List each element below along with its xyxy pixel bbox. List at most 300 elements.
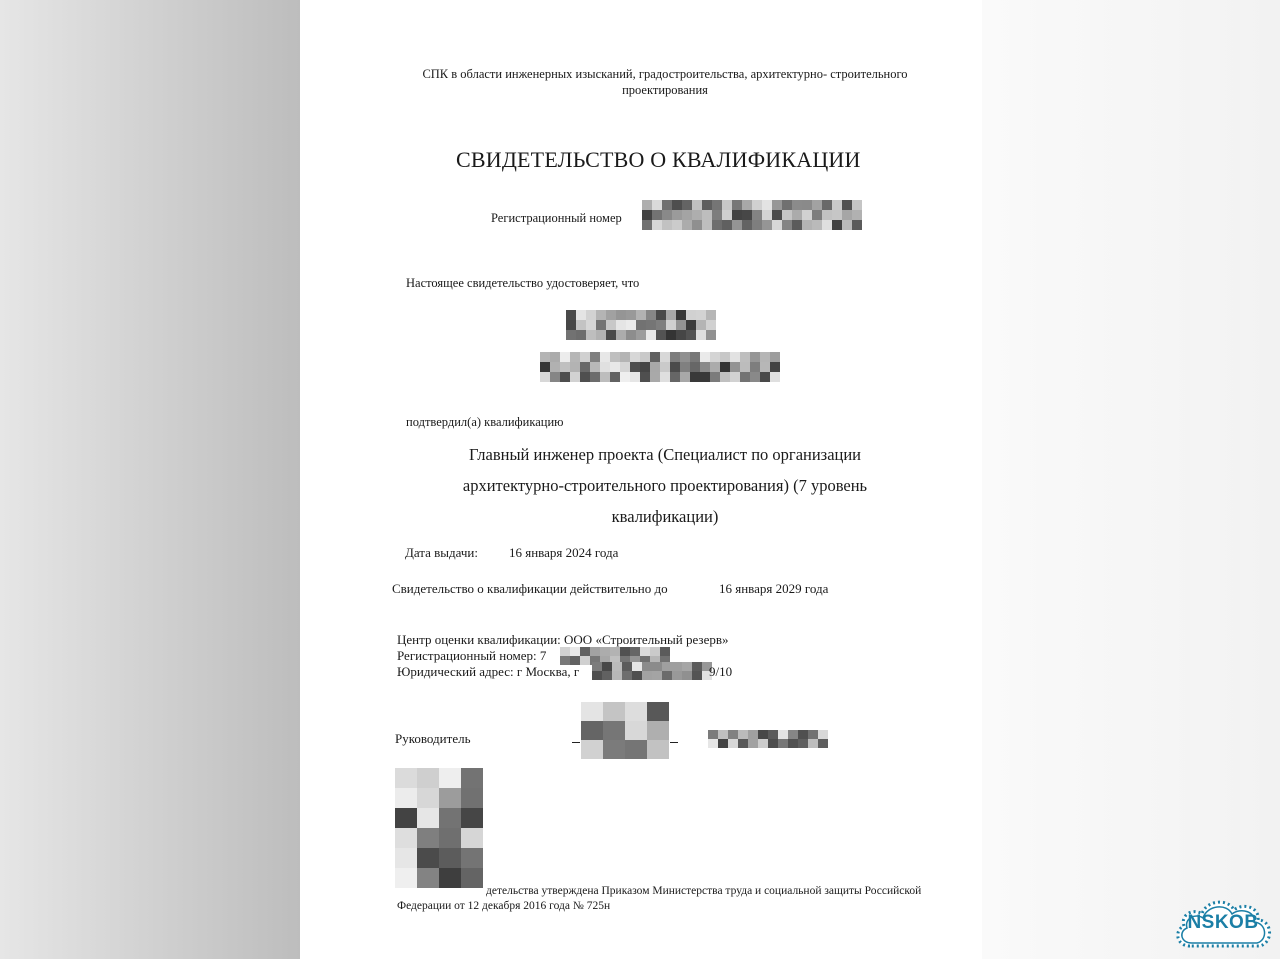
redaction-pixel (718, 739, 728, 748)
redaction-pixel (417, 848, 439, 868)
redaction-pixel (610, 362, 620, 372)
redaction-pixel (758, 730, 768, 739)
redaction-pixel (646, 310, 656, 320)
redaction-pixel (580, 372, 590, 382)
redaction-pixel (730, 352, 740, 362)
head-label: Руководитель (395, 731, 471, 746)
redaction-pixel (660, 352, 670, 362)
redaction-pixel (647, 721, 669, 740)
redaction-pixel (616, 330, 626, 340)
nskob-watermark (1168, 890, 1278, 956)
doc-header: СПК в области инженерных изысканий, градостроительства, архитектурно- строительного проектирования (422, 67, 908, 97)
redaction-pixel (660, 372, 670, 382)
redaction-pixel (662, 662, 672, 671)
redaction-pixel (566, 310, 576, 320)
redaction-pixel (650, 362, 660, 372)
redaction-pixel (636, 320, 646, 330)
redaction-pixel (782, 220, 792, 230)
redaction-pixel (750, 352, 760, 362)
redaction-pixel (640, 647, 650, 656)
redaction-pixel (768, 730, 778, 739)
redaction-pixel (662, 671, 672, 680)
footer-line-2: Федерации от 12 декабря 2016 года № 725н (397, 900, 611, 912)
redaction-pixel (728, 739, 738, 748)
redaction-pixel (625, 740, 647, 759)
redaction-pixel (622, 671, 632, 680)
redaction-pixel (802, 220, 812, 230)
redaction-pixel (712, 220, 722, 230)
redaction-pixel (630, 362, 640, 372)
redaction-pixel (590, 362, 600, 372)
right-background-band (982, 0, 1280, 959)
redaction-pixel (602, 662, 612, 671)
redacted-name-line-1 (566, 310, 716, 340)
redaction-pixel (439, 808, 461, 828)
redaction-pixel (642, 210, 652, 220)
redaction-pixel (852, 220, 862, 230)
footer-line-1: детельства утверждена Приказом Министерства труда и социальной защиты Российской (486, 885, 922, 897)
redaction-pixel (395, 808, 417, 828)
redaction-pixel (417, 868, 439, 888)
redaction-pixel (670, 372, 680, 382)
redaction-pixel (652, 200, 662, 210)
redaction-pixel (640, 352, 650, 362)
redaction-pixel (742, 200, 752, 210)
redaction-pixel (566, 330, 576, 340)
redaction-pixel (778, 739, 788, 748)
redaction-pixel (395, 868, 417, 888)
redaction-pixel (852, 210, 862, 220)
redaction-pixel (788, 739, 798, 748)
redaction-pixel (740, 352, 750, 362)
redaction-pixel (690, 352, 700, 362)
reg-number-label: Регистрационный номер (491, 211, 622, 225)
redaction-pixel (676, 310, 686, 320)
redaction-pixel (760, 352, 770, 362)
redaction-pixel (686, 310, 696, 320)
redaction-pixel (676, 320, 686, 330)
redaction-pixel (540, 352, 550, 362)
left-background-band (0, 0, 300, 959)
redaction-pixel (461, 808, 483, 828)
redaction-pixel (626, 320, 636, 330)
redaction-pixel (738, 730, 748, 739)
center-name: Центр оценки квалификации: ООО «Строительный резерв» (397, 632, 729, 647)
redaction-pixel (808, 730, 818, 739)
redaction-pixel (570, 372, 580, 382)
redaction-pixel (748, 739, 758, 748)
redaction-pixel (600, 352, 610, 362)
redaction-pixel (686, 320, 696, 330)
qualification-text: Главный инженер проекта (Специалист по организации архитектурно-строительного проектирования) (7 уровень квалификации) (462, 445, 868, 526)
redaction-pixel (461, 868, 483, 888)
redaction-pixel (682, 210, 692, 220)
redaction-pixel (570, 362, 580, 372)
redaction-pixel (581, 721, 603, 740)
redaction-pixel (702, 220, 712, 230)
redaction-pixel (670, 362, 680, 372)
redaction-pixel (636, 310, 646, 320)
redaction-pixel (417, 828, 439, 848)
redaction-pixel (417, 808, 439, 828)
redaction-pixel (782, 200, 792, 210)
redaction-pixel (581, 740, 603, 759)
redaction-pixel (742, 210, 752, 220)
redaction-pixel (738, 739, 748, 748)
redaction-pixel (680, 362, 690, 372)
redaction-pixel (696, 320, 706, 330)
redaction-pixel (706, 330, 716, 340)
redaction-pixel (728, 730, 738, 739)
redaction-pixel (702, 200, 712, 210)
redaction-pixel (770, 372, 780, 382)
redaction-pixel (750, 372, 760, 382)
redaction-pixel (690, 372, 700, 382)
redaction-pixel (760, 362, 770, 372)
redaction-pixel (782, 210, 792, 220)
certifies-text: Настоящее свидетельство удостоверяет, что (406, 276, 640, 290)
redaction-pixel (395, 788, 417, 808)
redaction-pixel (700, 352, 710, 362)
redaction-pixel (647, 702, 669, 721)
redaction-pixel (808, 739, 818, 748)
redaction-pixel (832, 200, 842, 210)
redaction-pixel (630, 647, 640, 656)
redaction-pixel (656, 310, 666, 320)
redaction-pixel (660, 362, 670, 372)
redaction-pixel (750, 362, 760, 372)
redaction-pixel (752, 210, 762, 220)
redaction-pixel (630, 372, 640, 382)
redaction-pixel (580, 352, 590, 362)
redaction-pixel (610, 352, 620, 362)
redaction-pixel (625, 702, 647, 721)
redaction-pixel (395, 848, 417, 868)
redaction-pixel (672, 662, 682, 671)
redaction-pixel (626, 310, 636, 320)
redaction-pixel (686, 330, 696, 340)
redaction-pixel (586, 320, 596, 330)
redaction-pixel (666, 330, 676, 340)
redaction-pixel (616, 320, 626, 330)
redaction-pixel (720, 362, 730, 372)
redaction-pixel (662, 220, 672, 230)
redacted-qr-code (395, 768, 483, 888)
redaction-pixel (692, 210, 702, 220)
redaction-pixel (656, 320, 666, 330)
redaction-pixel (680, 352, 690, 362)
redaction-pixel (722, 200, 732, 210)
valid-until-value: 16 января 2029 года (719, 581, 829, 596)
redaction-pixel (606, 310, 616, 320)
redaction-pixel (560, 362, 570, 372)
redaction-pixel (650, 372, 660, 382)
redaction-pixel (762, 200, 772, 210)
issue-date-value: 16 января 2024 года (509, 545, 619, 560)
redaction-pixel (822, 210, 832, 220)
redaction-pixel (570, 647, 580, 656)
redaction-pixel (576, 330, 586, 340)
redaction-pixel (632, 662, 642, 671)
redaction-pixel (832, 220, 842, 230)
redaction-pixel (586, 330, 596, 340)
redaction-pixel (696, 310, 706, 320)
redaction-pixel (732, 200, 742, 210)
redaction-pixel (748, 730, 758, 739)
redaction-pixel (676, 330, 686, 340)
redaction-pixel (586, 310, 596, 320)
redaction-pixel (802, 200, 812, 210)
redaction-pixel (620, 647, 630, 656)
redaction-pixel (672, 210, 682, 220)
redaction-pixel (762, 220, 772, 230)
redaction-pixel (656, 330, 666, 340)
redaction-pixel (461, 768, 483, 788)
redaction-pixel (642, 662, 652, 671)
redaction-pixel (752, 200, 762, 210)
redaction-pixel (832, 210, 842, 220)
redaction-pixel (640, 372, 650, 382)
redaction-pixel (740, 362, 750, 372)
redaction-pixel (642, 200, 652, 210)
redaction-pixel (625, 721, 647, 740)
confirmed-label: подтвердил(а) квалификацию (406, 415, 564, 429)
redaction-pixel (590, 647, 600, 656)
center-address-tail: 9/10 (709, 664, 733, 679)
redaction-pixel (788, 730, 798, 739)
redaction-pixel (620, 352, 630, 362)
redaction-pixel (812, 200, 822, 210)
redaction-pixel (700, 362, 710, 372)
redaction-pixel (692, 200, 702, 210)
redaction-pixel (439, 868, 461, 888)
redaction-pixel (620, 372, 630, 382)
redaction-pixel (690, 362, 700, 372)
redaction-pixel (602, 671, 612, 680)
redaction-pixel (772, 220, 782, 230)
redaction-pixel (680, 372, 690, 382)
redaction-pixel (812, 220, 822, 230)
redaction-pixel (760, 372, 770, 382)
redaction-pixel (652, 671, 662, 680)
redacted-signature (581, 702, 669, 759)
redaction-pixel (600, 372, 610, 382)
redaction-pixel (646, 320, 656, 330)
redaction-pixel (710, 362, 720, 372)
redaction-pixel (626, 330, 636, 340)
redaction-pixel (636, 330, 646, 340)
center-reg-label: Регистрационный номер: 7 (397, 648, 547, 663)
redaction-pixel (576, 310, 586, 320)
redaction-pixel (417, 768, 439, 788)
redaction-pixel (812, 210, 822, 220)
redaction-pixel (461, 848, 483, 868)
redaction-pixel (712, 210, 722, 220)
redaction-pixel (692, 220, 702, 230)
redaction-pixel (708, 739, 718, 748)
redaction-pixel (596, 320, 606, 330)
redaction-pixel (710, 372, 720, 382)
redaction-pixel (630, 352, 640, 362)
redaction-pixel (730, 372, 740, 382)
redaction-pixel (580, 656, 590, 665)
redaction-pixel (560, 647, 570, 656)
redaction-pixel (662, 210, 672, 220)
signature-dash-left (572, 742, 580, 743)
redaction-pixel (540, 372, 550, 382)
redaction-pixel (692, 662, 702, 671)
redaction-pixel (802, 210, 812, 220)
redaction-pixel (842, 210, 852, 220)
redaction-pixel (417, 788, 439, 808)
redaction-pixel (692, 671, 702, 680)
redaction-pixel (600, 647, 610, 656)
redaction-pixel (581, 702, 603, 721)
signature-dash-right (670, 742, 678, 743)
redaction-pixel (660, 647, 670, 656)
redaction-pixel (720, 352, 730, 362)
redacted-name-line-2 (540, 352, 780, 382)
redaction-pixel (652, 220, 662, 230)
redaction-pixel (550, 352, 560, 362)
redaction-pixel (592, 662, 602, 671)
redaction-pixel (706, 310, 716, 320)
redaction-pixel (682, 220, 692, 230)
redaction-pixel (550, 372, 560, 382)
issue-date-label: Дата выдачи: (405, 545, 479, 560)
redaction-pixel (762, 210, 772, 220)
redaction-pixel (540, 362, 550, 372)
redaction-pixel (818, 730, 828, 739)
redaction-pixel (580, 647, 590, 656)
redaction-pixel (590, 352, 600, 362)
redaction-pixel (842, 200, 852, 210)
watermark-text: NSKOB (1187, 912, 1259, 933)
redaction-pixel (682, 662, 692, 671)
redaction-pixel (718, 730, 728, 739)
redaction-pixel (710, 352, 720, 362)
redaction-pixel (570, 352, 580, 362)
redaction-pixel (647, 740, 669, 759)
redaction-pixel (708, 730, 718, 739)
redaction-pixel (580, 362, 590, 372)
redaction-pixel (610, 647, 620, 656)
redaction-pixel (822, 200, 832, 210)
redaction-pixel (842, 220, 852, 230)
redaction-pixel (666, 320, 676, 330)
redaction-pixel (642, 220, 652, 230)
redaction-pixel (566, 320, 576, 330)
redaction-pixel (550, 362, 560, 372)
redaction-pixel (592, 671, 602, 680)
redaction-pixel (700, 372, 710, 382)
redaction-pixel (752, 220, 762, 230)
redaction-pixel (696, 330, 706, 340)
redaction-pixel (792, 210, 802, 220)
redaction-pixel (682, 200, 692, 210)
redaction-pixel (461, 788, 483, 808)
redaction-pixel (740, 372, 750, 382)
redaction-pixel (603, 702, 625, 721)
redaction-pixel (439, 788, 461, 808)
redaction-pixel (706, 320, 716, 330)
redaction-pixel (395, 828, 417, 848)
redaction-pixel (395, 768, 417, 788)
redaction-pixel (652, 662, 662, 671)
redaction-pixel (650, 352, 660, 362)
redaction-pixel (792, 220, 802, 230)
redaction-pixel (632, 671, 642, 680)
redaction-pixel (590, 372, 600, 382)
redaction-pixel (742, 220, 752, 230)
redaction-pixel (852, 200, 862, 210)
redaction-pixel (666, 310, 676, 320)
redaction-pixel (672, 671, 682, 680)
redaction-pixel (672, 200, 682, 210)
redaction-pixel (612, 662, 622, 671)
redaction-pixel (439, 848, 461, 868)
doc-title: СВИДЕТЕЛЬСТВО О КВАЛИФИКАЦИИ (456, 147, 861, 172)
redaction-pixel (702, 210, 712, 220)
redaction-pixel (662, 200, 672, 210)
redaction-pixel (770, 362, 780, 372)
redaction-pixel (620, 362, 630, 372)
redaction-pixel (732, 220, 742, 230)
redaction-pixel (732, 210, 742, 220)
redaction-pixel (603, 740, 625, 759)
redaction-pixel (798, 730, 808, 739)
redaction-pixel (730, 362, 740, 372)
redaction-pixel (778, 730, 788, 739)
redaction-pixel (642, 671, 652, 680)
redaction-pixel (672, 220, 682, 230)
redaction-pixel (770, 352, 780, 362)
redaction-pixel (560, 352, 570, 362)
redaction-pixel (712, 200, 722, 210)
redaction-pixel (772, 210, 782, 220)
redaction-pixel (616, 310, 626, 320)
redacted-reg-number (642, 200, 862, 230)
redaction-pixel (461, 828, 483, 848)
redaction-pixel (758, 739, 768, 748)
redaction-pixel (768, 739, 778, 748)
redacted-head-name (708, 730, 828, 748)
redaction-pixel (603, 721, 625, 740)
redaction-pixel (612, 671, 622, 680)
redaction-pixel (576, 320, 586, 330)
redaction-pixel (652, 210, 662, 220)
redaction-pixel (722, 220, 732, 230)
redaction-pixel (610, 372, 620, 382)
redaction-pixel (650, 647, 660, 656)
redaction-pixel (606, 330, 616, 340)
redaction-pixel (818, 739, 828, 748)
redaction-pixel (439, 828, 461, 848)
redaction-pixel (646, 330, 656, 340)
redaction-pixel (798, 739, 808, 748)
redacted-center-address (592, 662, 712, 680)
redaction-pixel (670, 352, 680, 362)
redaction-pixel (722, 210, 732, 220)
redaction-pixel (622, 662, 632, 671)
redaction-pixel (439, 768, 461, 788)
redaction-pixel (792, 200, 802, 210)
redaction-pixel (596, 310, 606, 320)
redaction-pixel (682, 671, 692, 680)
valid-until-label: Свидетельство о квалификации действительно до (392, 581, 668, 596)
redaction-pixel (640, 362, 650, 372)
redaction-pixel (772, 200, 782, 210)
